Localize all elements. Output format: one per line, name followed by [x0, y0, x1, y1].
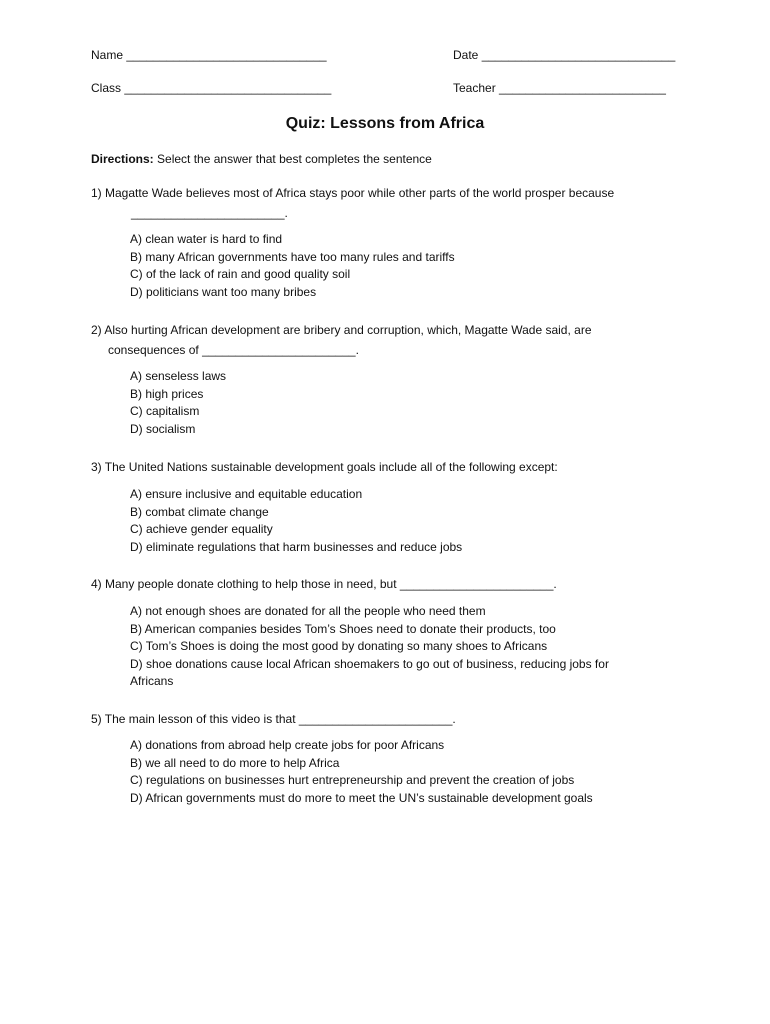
option-5a: A) donations from abroad help create jobs for poor Africans — [130, 738, 445, 752]
directions — [91, 151, 432, 167]
directions-text: Select the answer that best completes the sentence — [153, 152, 432, 166]
option-3b: B) combat climate change — [130, 504, 269, 519]
option-4a: A) not enough shoes are donated for all the people who need them — [130, 604, 486, 618]
question-2 — [91, 320, 691, 360]
question-4 — [91, 574, 691, 594]
date-field — [453, 47, 675, 63]
question-2-options — [130, 368, 670, 438]
question-2-continuation: consequences of _______________________. — [108, 343, 359, 357]
option-4d: D) shoe donations cause local African shoemakers to go out of business, reducing jobs for Africans — [130, 656, 609, 688]
teacher-field — [453, 80, 666, 96]
question-3 — [91, 457, 691, 477]
option-5d: D) African governments must do more to meet the UN’s sustainable development goals — [130, 790, 593, 805]
question-5-options — [130, 737, 670, 807]
quiz-title: Quiz: Lessons from Africa — [285, 115, 485, 132]
option-2a: A) senseless laws — [130, 369, 227, 383]
question-4-text: 4) Many people donate clothing to help those in need, but _______________________. — [91, 577, 557, 591]
option-1b: B) many African governments have too many rules and tariffs — [130, 249, 455, 264]
option-2d: D) socialism — [130, 421, 196, 436]
option-4c: C) Tom’s Shoes is doing the most good by donating so many shoes to Africans — [130, 639, 548, 653]
directions-label: Directions: — [91, 152, 154, 166]
option-3c: C) achieve gender equality — [130, 522, 273, 536]
name-label: Name — [91, 48, 124, 62]
date-label: Date — [453, 48, 479, 62]
teacher-label: Teacher — [453, 81, 496, 95]
option-3a: A) ensure inclusive and equitable education — [130, 487, 363, 501]
teacher-blank: _________________________ — [499, 81, 666, 95]
option-5c: C) regulations on businesses hurt entrepreneurship and prevent the creation of jobs — [130, 773, 575, 787]
class-field — [91, 80, 331, 96]
class-blank: _______________________________ — [124, 81, 332, 95]
question-1 — [91, 183, 691, 223]
option-5b: B) we all need to do more to help Africa — [130, 755, 340, 770]
option-2b: B) high prices — [130, 386, 204, 401]
question-1-options — [130, 231, 670, 301]
option-2c: C) capitalism — [130, 404, 200, 418]
question-3-options — [130, 486, 670, 556]
question-4-options — [130, 603, 670, 691]
question-1-text: 1) Magatte Wade believes most of Africa stays poor while other parts of the world prosper because — [91, 186, 615, 200]
question-3-text: 3) The United Nations sustainable development goals include all of the following except: — [91, 460, 558, 474]
name-blank: ______________________________ — [126, 48, 327, 62]
question-2-text: 2) Also hurting African development are bribery and corruption, which, Magatte Wade said, are — [91, 323, 592, 337]
option-1d: D) politicians want too many bribes — [130, 284, 317, 299]
option-1c: C) of the lack of rain and good quality soil — [130, 267, 351, 281]
question-5 — [91, 709, 691, 729]
date-blank: _____________________________ — [481, 48, 676, 62]
option-4b: B) American companies besides Tom’s Shoes need to donate their products, too — [130, 621, 556, 636]
option-1a: A) clean water is hard to find — [130, 232, 283, 246]
question-5-text: 5) The main lesson of this video is that _______________________. — [91, 712, 456, 726]
question-1-blank: _______________________. — [131, 206, 288, 220]
name-field — [91, 47, 327, 63]
class-label: Class — [91, 81, 122, 95]
option-3d: D) eliminate regulations that harm businesses and reduce jobs — [130, 539, 463, 554]
